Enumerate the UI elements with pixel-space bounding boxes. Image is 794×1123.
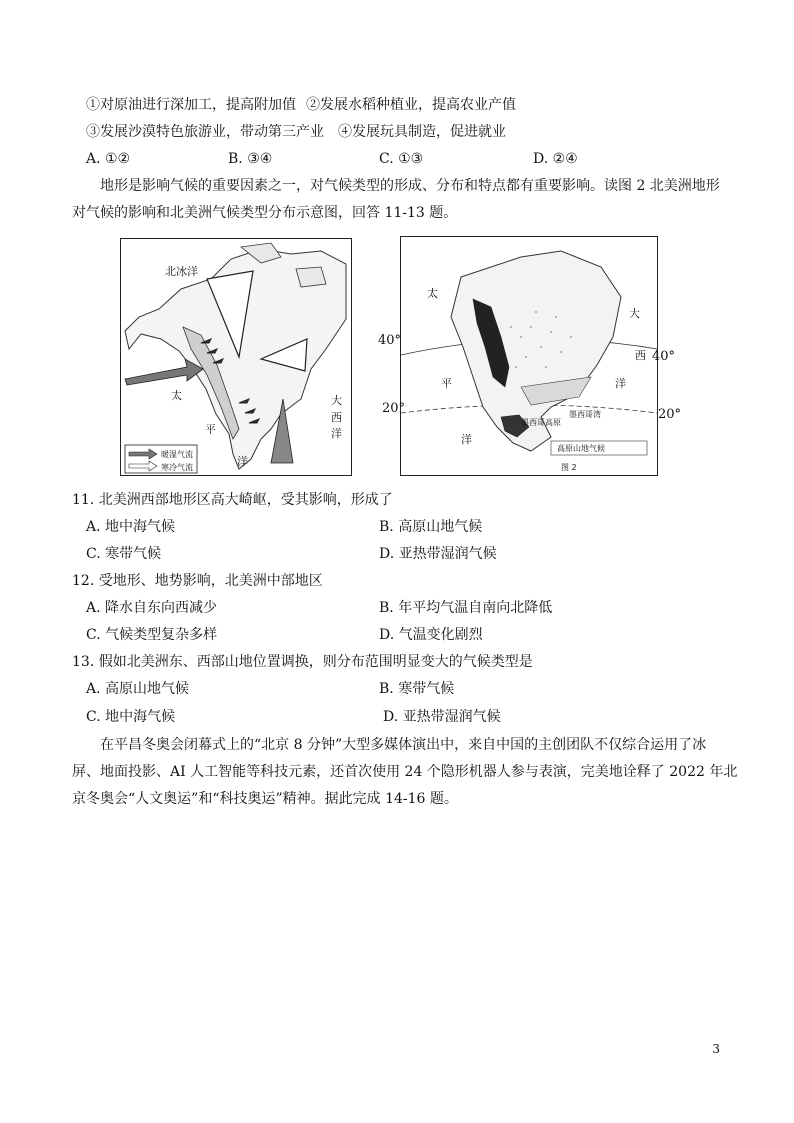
intro-line-1: 地形是影响气候的重要因素之一，对气候类型的形成、分布和特点都有重要影响。读图 2 北美洲地形 bbox=[100, 178, 720, 194]
legend-warm-label: 暖湿气流 bbox=[161, 450, 193, 459]
page-number: 3 bbox=[712, 1042, 720, 1056]
pacific-label-1: 太 bbox=[171, 389, 182, 402]
figure-caption: 图 2 bbox=[561, 463, 577, 472]
q12-option-b: B. 年平均气温自南向北降低 bbox=[379, 600, 553, 616]
right-label-ping: 平 bbox=[441, 377, 452, 390]
lat-20-left: 20° bbox=[382, 401, 406, 416]
atlantic-label-1: 大 bbox=[331, 394, 342, 407]
passage-line-3: 京冬奥会“人文奥运”和“科技奥运”精神。据此完成 14-16 题。 bbox=[72, 791, 458, 807]
q12-option-d: D. 气温变化剧烈 bbox=[379, 627, 483, 643]
q12-option-a: A. 降水自东向西减少 bbox=[86, 600, 218, 616]
pacific-label-2: 平 bbox=[205, 423, 216, 436]
q12-option-c: C. 气候类型复杂多样 bbox=[86, 627, 218, 643]
warm-airflow-arrow-pacific bbox=[125, 359, 203, 385]
q10-option-b: B. ③④ bbox=[228, 151, 273, 167]
lat-40-right: 40° bbox=[652, 349, 676, 364]
q13-stem: 13. 假如北美洲东、西部山地位置调换，则分布范围明显变大的气候类型是 bbox=[72, 654, 533, 670]
q13-option-a: A. 高原山地气候 bbox=[86, 681, 190, 697]
atlantic-label-3: 洋 bbox=[331, 427, 342, 440]
q11-option-b: B. 高原山地气候 bbox=[379, 519, 483, 535]
q10-option-c: C. ①③ bbox=[379, 151, 424, 167]
q10-statement-4: ④发展玩具制造，促进就业 bbox=[338, 124, 506, 140]
q13-option-c: C. 地中海气候 bbox=[86, 709, 176, 725]
intro-line-2: 对气候的影响和北美洲气候类型分布示意图，回答 11-13 题。 bbox=[72, 205, 458, 221]
right-label-tai: 太 bbox=[427, 287, 438, 300]
right-label-plateau: 墨西哥高原 bbox=[521, 418, 561, 427]
legend-cold-label: 寒冷气流 bbox=[161, 463, 193, 472]
atlantic-label-2: 西 bbox=[331, 411, 342, 424]
right-label-da: 大 bbox=[629, 307, 640, 320]
q11-option-a: A. 地中海气候 bbox=[86, 519, 176, 535]
q13-option-b: B. 寒带气候 bbox=[379, 681, 455, 697]
q10-option-a: A. ①② bbox=[86, 151, 131, 167]
q10-statement-2: ②发展水稻种植业，提高农业产值 bbox=[306, 97, 516, 113]
lat-20-right: 20° bbox=[658, 407, 682, 420]
lat-40-left: 40° bbox=[378, 333, 402, 348]
right-label-gulf: 墨西哥湾 bbox=[569, 410, 601, 419]
q11-stem: 11. 北美洲西部地形区高大崎岖，受其影响，形成了 bbox=[72, 492, 393, 508]
q10-option-d: D. ②④ bbox=[533, 151, 578, 167]
right-label-yang2: 洋 bbox=[615, 377, 626, 390]
q13-option-d: D. 亚热带湿润气候 bbox=[383, 709, 501, 725]
passage-line-2: 屏、地面投影、AI 人工智能等科技元素，还首次使用 24 个隐形机器人参与表演，完美地诠释了 2022 年北 bbox=[72, 764, 738, 780]
q11-option-d: D. 亚热带湿润气候 bbox=[379, 546, 497, 562]
q10-statement-1: ①对原油进行深加工，提高附加值 bbox=[86, 97, 296, 113]
q12-stem: 12. 受地形、地势影响，北美洲中部地区 bbox=[72, 573, 323, 589]
q11-option-c: C. 寒带气候 bbox=[86, 546, 162, 562]
pacific-label-3: 洋 bbox=[237, 455, 248, 468]
right-label-yang: 洋 bbox=[461, 433, 472, 446]
map-north-america-airflow bbox=[120, 238, 352, 476]
arctic-ocean-label: 北冰洋 bbox=[165, 265, 198, 278]
right-label-xi: 西 bbox=[635, 349, 646, 362]
passage-line-1: 在平昌冬奥会闭幕式上的“北京 8 分钟”大型多媒体演出中，来自中国的主创团队不仅综合运用了冰 bbox=[100, 737, 707, 753]
q10-statement-3: ③发展沙漠特色旅游业，带动第三产业 bbox=[86, 124, 324, 140]
right-legend-label: 高原山地气候 bbox=[557, 444, 605, 453]
